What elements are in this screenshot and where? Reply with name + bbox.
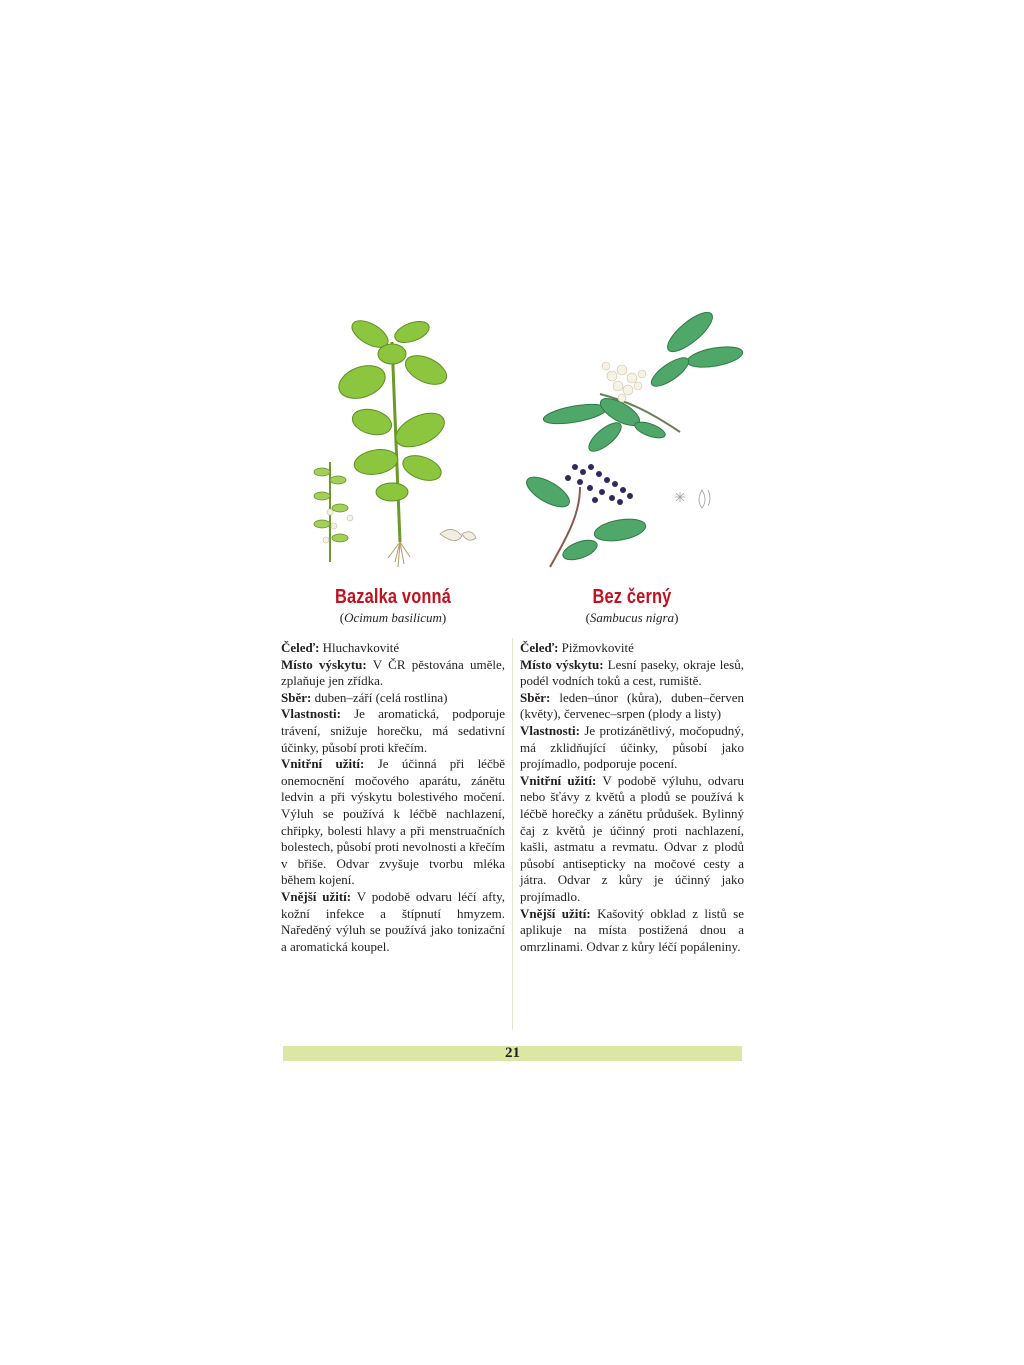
page-number-band — [283, 1046, 742, 1061]
elder-description — [520, 640, 744, 955]
basil-seed-detail — [440, 529, 476, 540]
elder-berry-cluster — [565, 464, 633, 505]
basil-description — [281, 640, 505, 955]
column-divider — [512, 638, 513, 1030]
page-number: 21 — [505, 1045, 520, 1061]
basil-column — [281, 585, 505, 955]
basil-family: Čeleď: Hluchavkovité — [281, 640, 400, 655]
elder-external-use: Vnější užití: Kašovitý obklad z listů se aplikuje na místa postižená dnou a omrzlinami. Odvar z kůry léčí popáleniny. — [520, 905, 744, 954]
elder-latin-name: (Sambucus nigra) — [585, 610, 679, 625]
basil-internal-use: Vnitřní užití: Je účinná při léčbě onemocnění močového aparátu, zánětu ledvin a při výskytu bolestivého močení. Výluh se používá k léčbě nachlazení, chřipky, bolesti hlavy a při menstruačních bolestech, působí proti nevolnosti a křečím v břiše. Odvar zvyšuje tvorbu mléka během kojení. — [281, 756, 505, 888]
basil-harvest: Sběr: duben–září (celá rostlina) — [281, 689, 448, 705]
basil-properties: Vlastnosti: Je aromatická, podporuje trávení, snižuje horečku, má sedativní účinky, působí proti křečím. — [281, 706, 505, 755]
elder-title: Bez černý — [592, 586, 672, 608]
basil-roots — [388, 542, 410, 567]
basil-title: Bazalka vonná — [334, 586, 452, 608]
elder-harvest: Sběr: leden–únor (kůra), duben–červen (květy), červenec–srpen (plody a listy) — [520, 689, 744, 722]
elder-internal-use: Vnitřní užití: V podobě výluhu, odvaru nebo šťávy z květů a plodů se používá k léčbě horečky a zánětu průdušek. Bylinný čaj z květů je účinný proti nachlazení, kašli, astmatu a revmatu. Odvar z plodů působí antisepticky na močové cesty a játra. Odvar z kůry je účinný jako projímadlo. — [520, 772, 744, 904]
basil-illustration — [300, 312, 500, 572]
basil-external-use: Vnější užití: V podobě odvaru léčí afty, kožní infekce a štípnutí hmyzem. Naředěný výluh se používá jako tonizační a aromatická koupel. — [281, 888, 505, 954]
elder-family: Čeleď: Pižmovkovité — [520, 640, 634, 655]
elder-flower-detail — [675, 490, 710, 508]
elder-leaves — [522, 306, 744, 563]
elder-column — [520, 585, 744, 955]
basil-latin-name: (Ocimum basilicum) — [339, 610, 447, 625]
basil-flower-spike — [314, 462, 353, 562]
elder-occurrence: Místo výskytu: Lesní paseky, okraje lesů, podél vodních toků a cest, rumiště. — [520, 656, 744, 689]
elder-properties: Vlastnosti: Je protizánětlivý, močopudný, má zklidňující účinky, působí jako projímadlo, podporuje pocení. — [520, 722, 744, 772]
basil-occurrence: Místo výskytu: V ČR pěstována uměle, zplaňuje jen zřídka. — [281, 656, 505, 689]
elder-illustration — [520, 302, 750, 572]
